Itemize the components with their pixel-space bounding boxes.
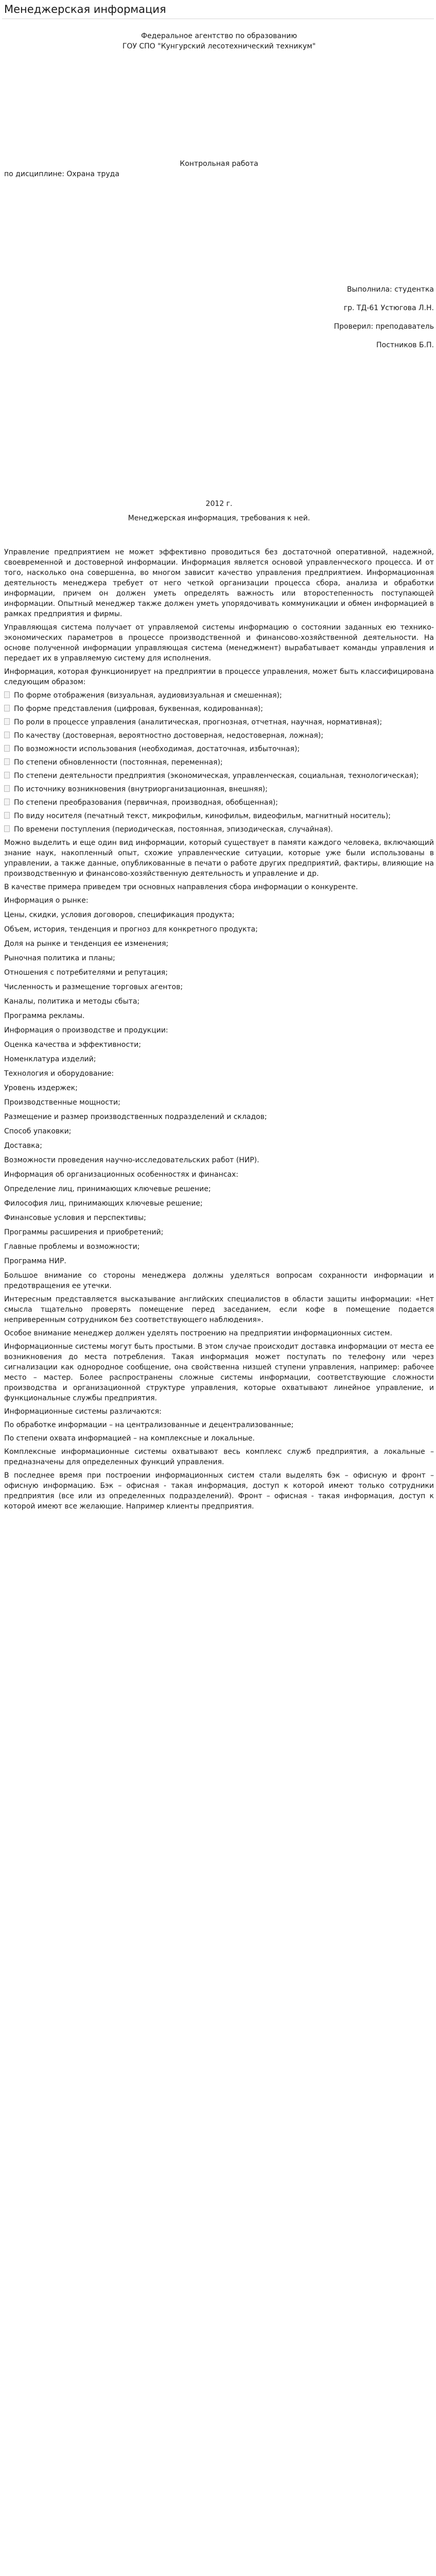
list-item: По времени поступления (периодическая, постоянная, эпизодическая, случайная). (4, 824, 434, 835)
bullet-icon (4, 705, 10, 711)
list-item: Способ упаковки; (4, 1127, 72, 1136)
body-paragraph: Информационные системы могут быть простыми. В этом случае происходит доставка информации от места ее возникновения до места потребления. Такая информация может поступать по телефону или через сигнализации как однородное сообщение, она свойственна низшей ступени управления, например: рабочее место – мастер. Более распространены сложные системы информации, соответствующие сложности производства и организационной структуре управления, которые охватывают линейное управление, и функциональные службы предприятия. (4, 1343, 434, 1402)
list-item: Финансовые условия и перспективы; (4, 1214, 146, 1222)
list-item: Цены, скидки, условия договоров, спецификация продукта; (4, 911, 235, 919)
body-paragraph: Можно выделить и еще один вид информации, который существует в памяти каждого человека, включающий знание наук, накопленный опыт, схожие управленческие ситуации, которые уже были использованы в управлении, а также данные, опубликованные в печати о работе других предприятий, фактиры, влияющие на производственную и финансово-хозяйственную деятельность и управление и др. (4, 839, 434, 878)
list-item: Оценка качества и эффективности; (4, 1041, 141, 1049)
author-line: Выполнила: студентка (346, 285, 434, 294)
author-line: Постников Б.П. (376, 341, 434, 349)
list-item: Программы расширения и приобретений; (4, 1228, 164, 1236)
bullet-icon (4, 732, 10, 738)
bullet-icon (4, 799, 10, 805)
year-line: 2012 г. (205, 500, 233, 508)
author-block (4, 284, 434, 350)
list-item: Доставка; (4, 1142, 42, 1150)
intro-paragraph: Управление предприятием не может эффективно проводиться без достаточной оперативной, надежной, своевременной и достоверной информации. Информация является основой управленческого процесса. И от того, насколько она совершенна, во многом зависит качество управления предприятием. Информационная деятельность менеджера требует от него четкой организации процесса сбора, анализа и обработки информации, причем он должен уметь определять важность или второстепенность поступающей информации. Опытный менеджер также должен уметь упорядочивать коммуникации и обмен информацией в рамках предприятия и фирмы. (4, 548, 434, 618)
list-item: Производственные мощности; (4, 1098, 120, 1107)
list-item: Программа НИР. (4, 1257, 66, 1265)
body-paragraph: В последнее время при построении информационных систем стали выделять бэк – офисную и фронт – офисную информацию. Бэк – офисная - такая информация, доступ к которой имеют только сотрудники предприятия (все или из определенных подразделений). Фронт – офисная - такая информация, доступ к которой имеют все желающие. Например клиенты предприятия. (4, 1471, 434, 1511)
list-item: Определение лиц, принимающих ключевые решение; (4, 1185, 211, 1193)
page-title: Менеджерская информация (4, 3, 166, 15)
list-item: Программа рекламы. (4, 1012, 85, 1020)
list-item: Философия лиц, принимающих ключевые решение; (4, 1199, 203, 1208)
bullet-icon (4, 745, 10, 752)
body-paragraph: Интересным представляется высказывание английских специалистов в области защиты информации: «Нет смысла тщательно проверять помещение перед заседанием, если кофе в помещение подается неприверенным сотрудником без соответствующего наблюдения». (4, 1295, 434, 1324)
list-item: По степени обновленности (постоянная, переменная); (4, 757, 434, 768)
list-item: По степени преобразования (первичная, производная, обобщенная); (4, 798, 434, 808)
list-item: Каналы, политика и методы сбыта; (4, 997, 140, 1006)
list-item: Номенклатура изделий; (4, 1055, 96, 1063)
intro-paragraph: Информация, которая функционирует на предприятии в процессе управления, может быть классифицирована следующим образом: (4, 668, 434, 686)
list-item: По качеству (достоверная, вероятностно достоверная, недостоверная, ложная); (4, 731, 434, 741)
competitor-info-list (4, 895, 434, 1266)
bullet-icon (4, 758, 10, 765)
body-text (4, 547, 434, 1515)
body-paragraph: Комплексные информационные системы охватывают весь комплекс служб предприятия, а локальные – предназначены для определенных функций управления. (4, 1448, 434, 1466)
author-line: гр. ТД-61 Устюгова Л.Н. (343, 304, 434, 312)
list-item: Технология и оборудование: (4, 1070, 114, 1078)
list-item: По форме представления (цифровая, буквенная, кодированная); (4, 704, 434, 714)
list-item: Информация о производстве и продукции: (4, 1026, 168, 1035)
body-paragraph: Особое внимание менеджер должен уделять построению на предприятии информационных систем. (4, 1329, 392, 1337)
list-item: Рыночная политика и планы; (4, 954, 115, 962)
list-item: По возможности использования (необходимая, достаточная, избыточная); (4, 744, 434, 754)
intro-paragraph: Управляющая система получает от управляемой системы информацию о состоянии заданных ею технико-экономических параметров в процессе производственной и финансово-хозяйственной деятельности. На основе полученной информации управляющая система (менеджмент) вырабатывает команды управления и передает их в управляемую систему для исполнения. (4, 623, 434, 663)
bullet-icon (4, 718, 10, 725)
list-item: Численность и размещение торговых агентов; (4, 983, 183, 991)
subtitle: Менеджерская информация, требования к ней. (128, 514, 310, 522)
classification-list (4, 690, 434, 835)
list-item: Информация об организационных особенностях и финансах: (4, 1171, 239, 1179)
agency-line: Федеральное агентство по образованию (141, 32, 298, 40)
list-item: По степени деятельности предприятия (экономическая, управленческая, социальная, технологическая); (4, 771, 434, 781)
bullet-icon (4, 785, 10, 792)
list-item: Уровень издержек; (4, 1084, 78, 1092)
list-item: Отношения с потребителями и репутация; (4, 969, 168, 977)
list-item: Доля на рынке и тенденция ее изменения; (4, 940, 169, 948)
body-paragraph: По степени охвата информацией – на комплексные и локальные. (4, 1434, 255, 1443)
list-item: Объем, история, тенденция и прогноз для конкретного продукта; (4, 925, 258, 934)
bullet-icon (4, 691, 10, 698)
body-paragraph: В качестве примера приведем три основных направления сбора информации о конкуренте. (4, 883, 358, 891)
bullet-icon (4, 825, 10, 832)
list-item: Возможности проведения научно-исследовательских работ (НИР). (4, 1156, 259, 1164)
list-item: По роли в процессе управления (аналитическая, прогнозная, отчетная, научная, нормативная); (4, 717, 434, 727)
list-item: Размещение и размер производственных подразделений и складов; (4, 1113, 267, 1121)
header-block (4, 31, 434, 52)
list-item: По виду носителя (печатный текст, микрофильм, кинофильм, видеофильм, магнитный носитель); (4, 811, 434, 821)
school-line: ГОУ СПО "Кунгурский лесотехнический техникум" (122, 42, 316, 50)
list-item: Главные проблемы и возможности; (4, 1243, 140, 1251)
list-item: По форме отображения (визуальная, аудиовизуальная и смешенная); (4, 690, 434, 701)
list-item: По источнику возникновения (внутриорганизационная, внешняя); (4, 784, 434, 794)
discipline-line: по дисциплине: Охрана труда (4, 170, 119, 178)
work-type: Контрольная работа (180, 160, 258, 168)
author-line: Проверил: преподаватель (334, 323, 434, 331)
body-paragraph: Информационные системы различаются: (4, 1408, 162, 1416)
bullet-icon (4, 812, 10, 819)
bullet-icon (4, 772, 10, 778)
body-paragraph: Большое внимание со стороны менеджера должны уделяться вопросам сохранности информации и предотвращения ее утечки. (4, 1272, 434, 1290)
list-item: Информация о рынке: (4, 896, 89, 905)
body-paragraph: По обработке информации – на централизованные и децентрализованные; (4, 1421, 294, 1429)
